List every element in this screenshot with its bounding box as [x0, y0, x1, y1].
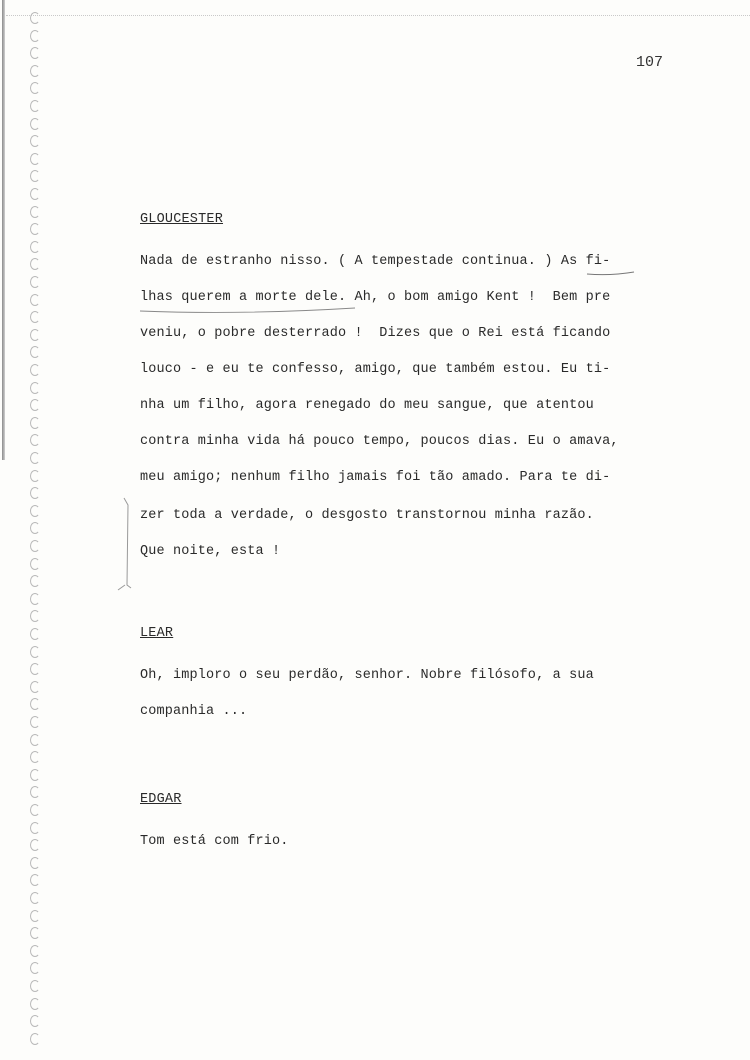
binding-hole [30, 751, 40, 763]
binding-hole [30, 100, 40, 112]
binding-hole [30, 65, 40, 77]
binding-hole [30, 223, 40, 235]
speaker-name-lear: LEAR [140, 626, 174, 641]
top-perforation-rule [6, 15, 750, 16]
binding-hole [30, 434, 40, 446]
binding-hole [30, 258, 40, 270]
binding-hole [30, 734, 40, 746]
binding-holes [0, 0, 60, 1060]
dialogue-line: Tom está com frio. [140, 834, 289, 849]
binding-hole [30, 118, 40, 130]
binding-hole [30, 452, 40, 464]
binding-hole [30, 294, 40, 306]
binding-hole [30, 487, 40, 499]
binding-hole [30, 945, 40, 957]
dialogue-line: Oh, imploro o seu perdão, senhor. Nobre filósofo, a sua [140, 668, 594, 683]
binding-hole [30, 188, 40, 200]
binding-hole [30, 311, 40, 323]
dialogue-line: companhia ... [140, 704, 248, 719]
binding-hole [30, 822, 40, 834]
speaker-name-gloucester: GLOUCESTER [140, 212, 224, 227]
binding-hole [30, 382, 40, 394]
binding-hole [30, 681, 40, 693]
binding-hole [30, 470, 40, 482]
binding-hole [30, 646, 40, 658]
binding-hole [30, 927, 40, 939]
binding-hole [30, 839, 40, 851]
binding-hole [30, 47, 40, 59]
binding-hole [30, 910, 40, 922]
binding-hole [30, 399, 40, 411]
binding-hole [30, 346, 40, 358]
binding-hole [30, 417, 40, 429]
dialogue-line: Que noite, esta ! [140, 544, 281, 559]
dialogue-line: meu amigo; nenhum filho jamais foi tão amado. Para te di- [140, 470, 611, 485]
pencil-margin-bracket [118, 498, 131, 590]
dialogue-line: louco - e eu te confesso, amigo, que também estou. Eu ti- [140, 362, 611, 377]
dialogue-line: lhas querem a morte dele. Ah, o bom amigo Kent ! Bem pre [140, 290, 611, 305]
dialogue-line: nha um filho, agora renegado do meu sangue, que atentou [140, 398, 594, 413]
binding-hole [30, 769, 40, 781]
binding-hole [30, 610, 40, 622]
binding-hole [30, 12, 40, 24]
binding-hole [30, 1015, 40, 1027]
page-number: 107 [636, 54, 664, 71]
binding-hole [30, 241, 40, 253]
pencil-underline-mark [140, 308, 355, 312]
binding-hole [30, 874, 40, 886]
binding-hole [30, 540, 40, 552]
binding-hole [30, 135, 40, 147]
binding-hole [30, 276, 40, 288]
binding-hole [30, 505, 40, 517]
pencil-underline-mark [587, 272, 634, 275]
binding-hole [30, 663, 40, 675]
binding-hole [30, 522, 40, 534]
binding-hole [30, 558, 40, 570]
binding-hole [30, 206, 40, 218]
dialogue-line: Nada de estranho nisso. ( A tempestade continua. ) As fi- [140, 254, 611, 269]
binding-hole [30, 716, 40, 728]
binding-hole [30, 962, 40, 974]
dialogue-line: contra minha vida há pouco tempo, poucos dias. Eu o amava, [140, 434, 619, 449]
binding-hole [30, 980, 40, 992]
dialogue-line: veniu, o pobre desterrado ! Dizes que o Rei está ficando [140, 326, 611, 341]
speaker-name-edgar: EDGAR [140, 792, 182, 807]
binding-hole [30, 804, 40, 816]
binding-hole [30, 364, 40, 376]
binding-hole [30, 82, 40, 94]
binding-hole [30, 1033, 40, 1045]
binding-hole [30, 998, 40, 1010]
binding-hole [30, 329, 40, 341]
binding-hole [30, 30, 40, 42]
binding-hole [30, 857, 40, 869]
binding-hole [30, 575, 40, 587]
binding-hole [30, 698, 40, 710]
dialogue-line: zer toda a verdade, o desgosto transtornou minha razão. [140, 508, 594, 523]
binding-hole [30, 892, 40, 904]
binding-hole [30, 170, 40, 182]
binding-hole [30, 153, 40, 165]
binding-hole [30, 593, 40, 605]
binding-hole [30, 628, 40, 640]
binding-hole [30, 786, 40, 798]
